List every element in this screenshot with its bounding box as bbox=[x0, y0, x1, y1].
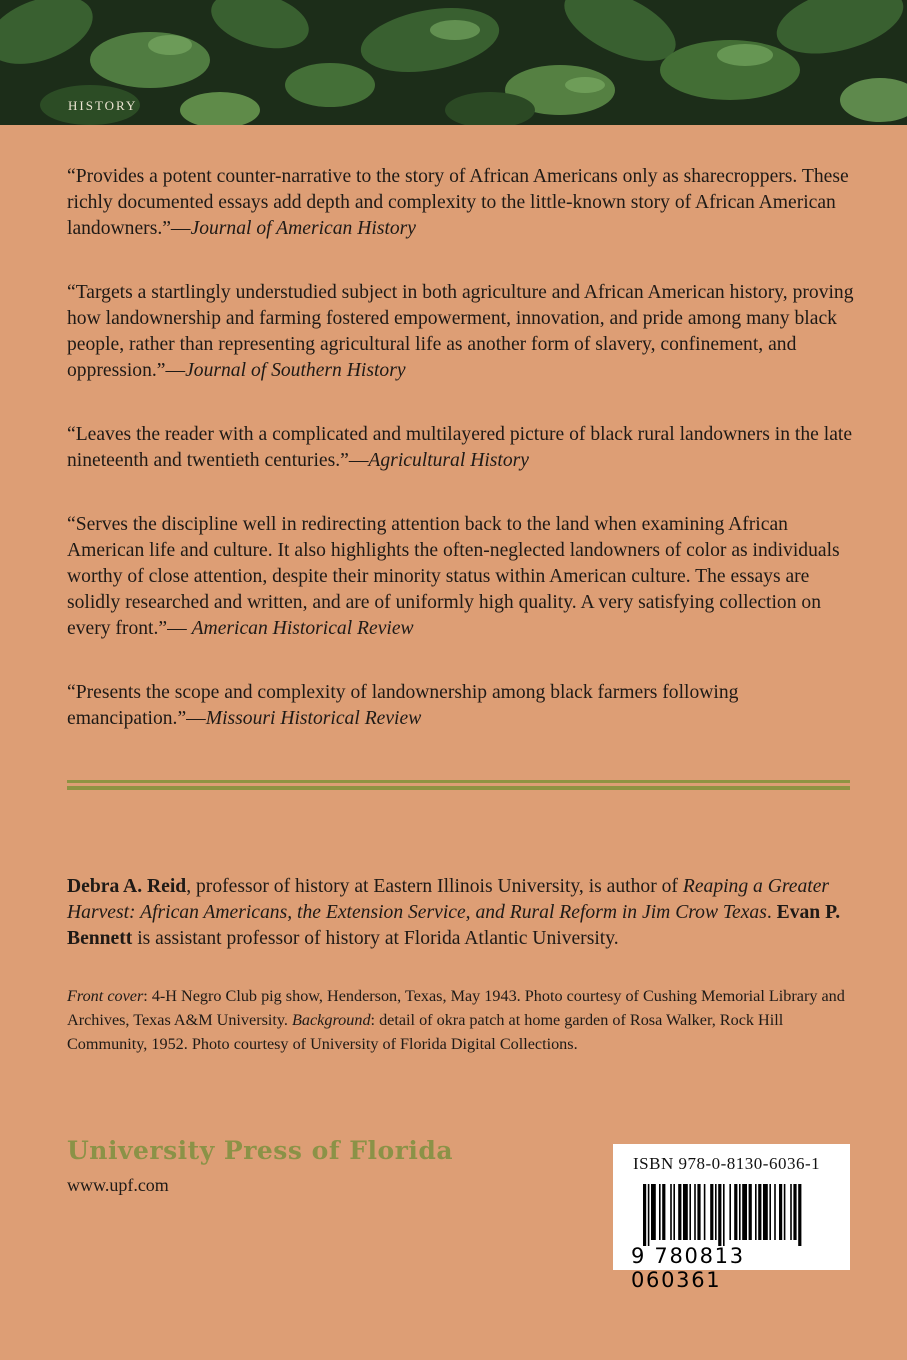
barcode-bar bbox=[718, 1184, 721, 1246]
review-quote-3: “Leaves the reader with a complicated and multilayered picture of black rural landowners in the late nineteenth and twentieth centuries.”—Agricultural History bbox=[67, 424, 853, 471]
divider-line bbox=[67, 780, 850, 783]
barcode-bar bbox=[749, 1184, 752, 1240]
barcode-bar bbox=[723, 1184, 725, 1246]
barcode-bar bbox=[678, 1184, 681, 1240]
author-bio: Debra A. Reid, professor of history at Eastern Illinois University, is author of Reaping a Greater Harvest: African Americans, the Extension Service, and Rural Reform in Jim Crow Texas. Evan P. Bennett is assistant professor of history at Florida Atlantic University. bbox=[67, 876, 841, 949]
barcode-digits: 9 780813 060361 bbox=[631, 1244, 745, 1292]
barcode-bar bbox=[715, 1184, 717, 1240]
barcode-bar bbox=[643, 1184, 646, 1246]
barcode-bar bbox=[651, 1184, 656, 1240]
review-quote-2: “Targets a startlingly understudied subject in both agriculture and African American history, proving how landownership and farming fostered empowerment, innovation, and pride among many black people, rather than representing agricultural life as another form of slavery, confinement, and oppression.”—Journal of Southern History bbox=[67, 282, 854, 381]
barcode-bar bbox=[704, 1184, 706, 1240]
barcode-bar bbox=[784, 1184, 786, 1240]
barcode-bar bbox=[662, 1184, 665, 1240]
barcode-bar bbox=[734, 1184, 737, 1240]
barcode-bar bbox=[710, 1184, 713, 1240]
barcode-bar bbox=[659, 1184, 661, 1240]
quote-source: Missouri Historical Review bbox=[205, 708, 422, 729]
barcode-bar bbox=[689, 1184, 691, 1240]
barcode-bar bbox=[779, 1184, 782, 1240]
barcode-bar bbox=[670, 1184, 672, 1240]
quote-source: Agricultural History bbox=[368, 450, 529, 471]
quote-source: Journal of American History bbox=[190, 218, 417, 239]
barcode-bar bbox=[769, 1184, 771, 1240]
barcode-bar bbox=[798, 1184, 801, 1246]
review-quotes bbox=[67, 164, 857, 770]
barcode-bar bbox=[683, 1184, 688, 1240]
barcode-bar bbox=[742, 1184, 747, 1240]
category-label: HISTORY bbox=[68, 98, 138, 113]
publisher-name: University Press of Florida bbox=[67, 1136, 454, 1165]
cover-banner-photo bbox=[0, 0, 907, 125]
photo-credits: Front cover: 4-H Negro Club pig show, Henderson, Texas, May 1943. Photo courtesy of Cushing Memorial Library and Archives, Texas A&M University. Background: detail of okra patch at home garden of Rosa Walker, Rock Hill Community, 1952. Photo courtesy of University of Florida Digital Collections. bbox=[67, 987, 845, 1053]
barcode-bar bbox=[793, 1184, 796, 1240]
isbn-barcode bbox=[613, 1144, 850, 1292]
barcode-bar bbox=[758, 1184, 761, 1240]
barcode-bar bbox=[729, 1184, 731, 1240]
barcode-bar bbox=[774, 1184, 776, 1240]
divider-line bbox=[67, 786, 850, 790]
barcode-bar bbox=[648, 1184, 650, 1246]
quote-source: Journal of Southern History bbox=[185, 360, 406, 381]
review-quote-5: “Presents the scope and complexity of landownership among black farmers following emancipation.”—Missouri Historical Review bbox=[67, 682, 739, 729]
review-quote-1: “Provides a potent counter-narrative to the story of African Americans only as sharecroppers. These richly documented essays add depth and complexity to the little-known story of African American landowners.”—Journal of American History bbox=[67, 166, 849, 239]
quote-source: American Historical Review bbox=[191, 618, 414, 639]
barcode-bar bbox=[694, 1184, 696, 1240]
isbn-number: ISBN 978-0-8130-6036-1 bbox=[633, 1154, 821, 1173]
review-quote-4: “Serves the discipline well in redirecting attention back to the land when examining African American life and culture. It also highlights the often-neglected landowners of color as individuals worthy of close attention, despite their minority status within American culture. The essays are solidly researched and written, and are of uniformly high quality. A very satisfying collection on every front.”— American Historical Review bbox=[67, 514, 840, 639]
barcode-bar bbox=[739, 1184, 741, 1240]
barcode-bar bbox=[755, 1184, 757, 1240]
publisher-website: www.upf.com bbox=[67, 1175, 169, 1195]
barcode-bar bbox=[790, 1184, 792, 1240]
barcode-bar bbox=[763, 1184, 768, 1240]
barcode-bar bbox=[673, 1184, 675, 1240]
barcode-bar bbox=[697, 1184, 700, 1240]
